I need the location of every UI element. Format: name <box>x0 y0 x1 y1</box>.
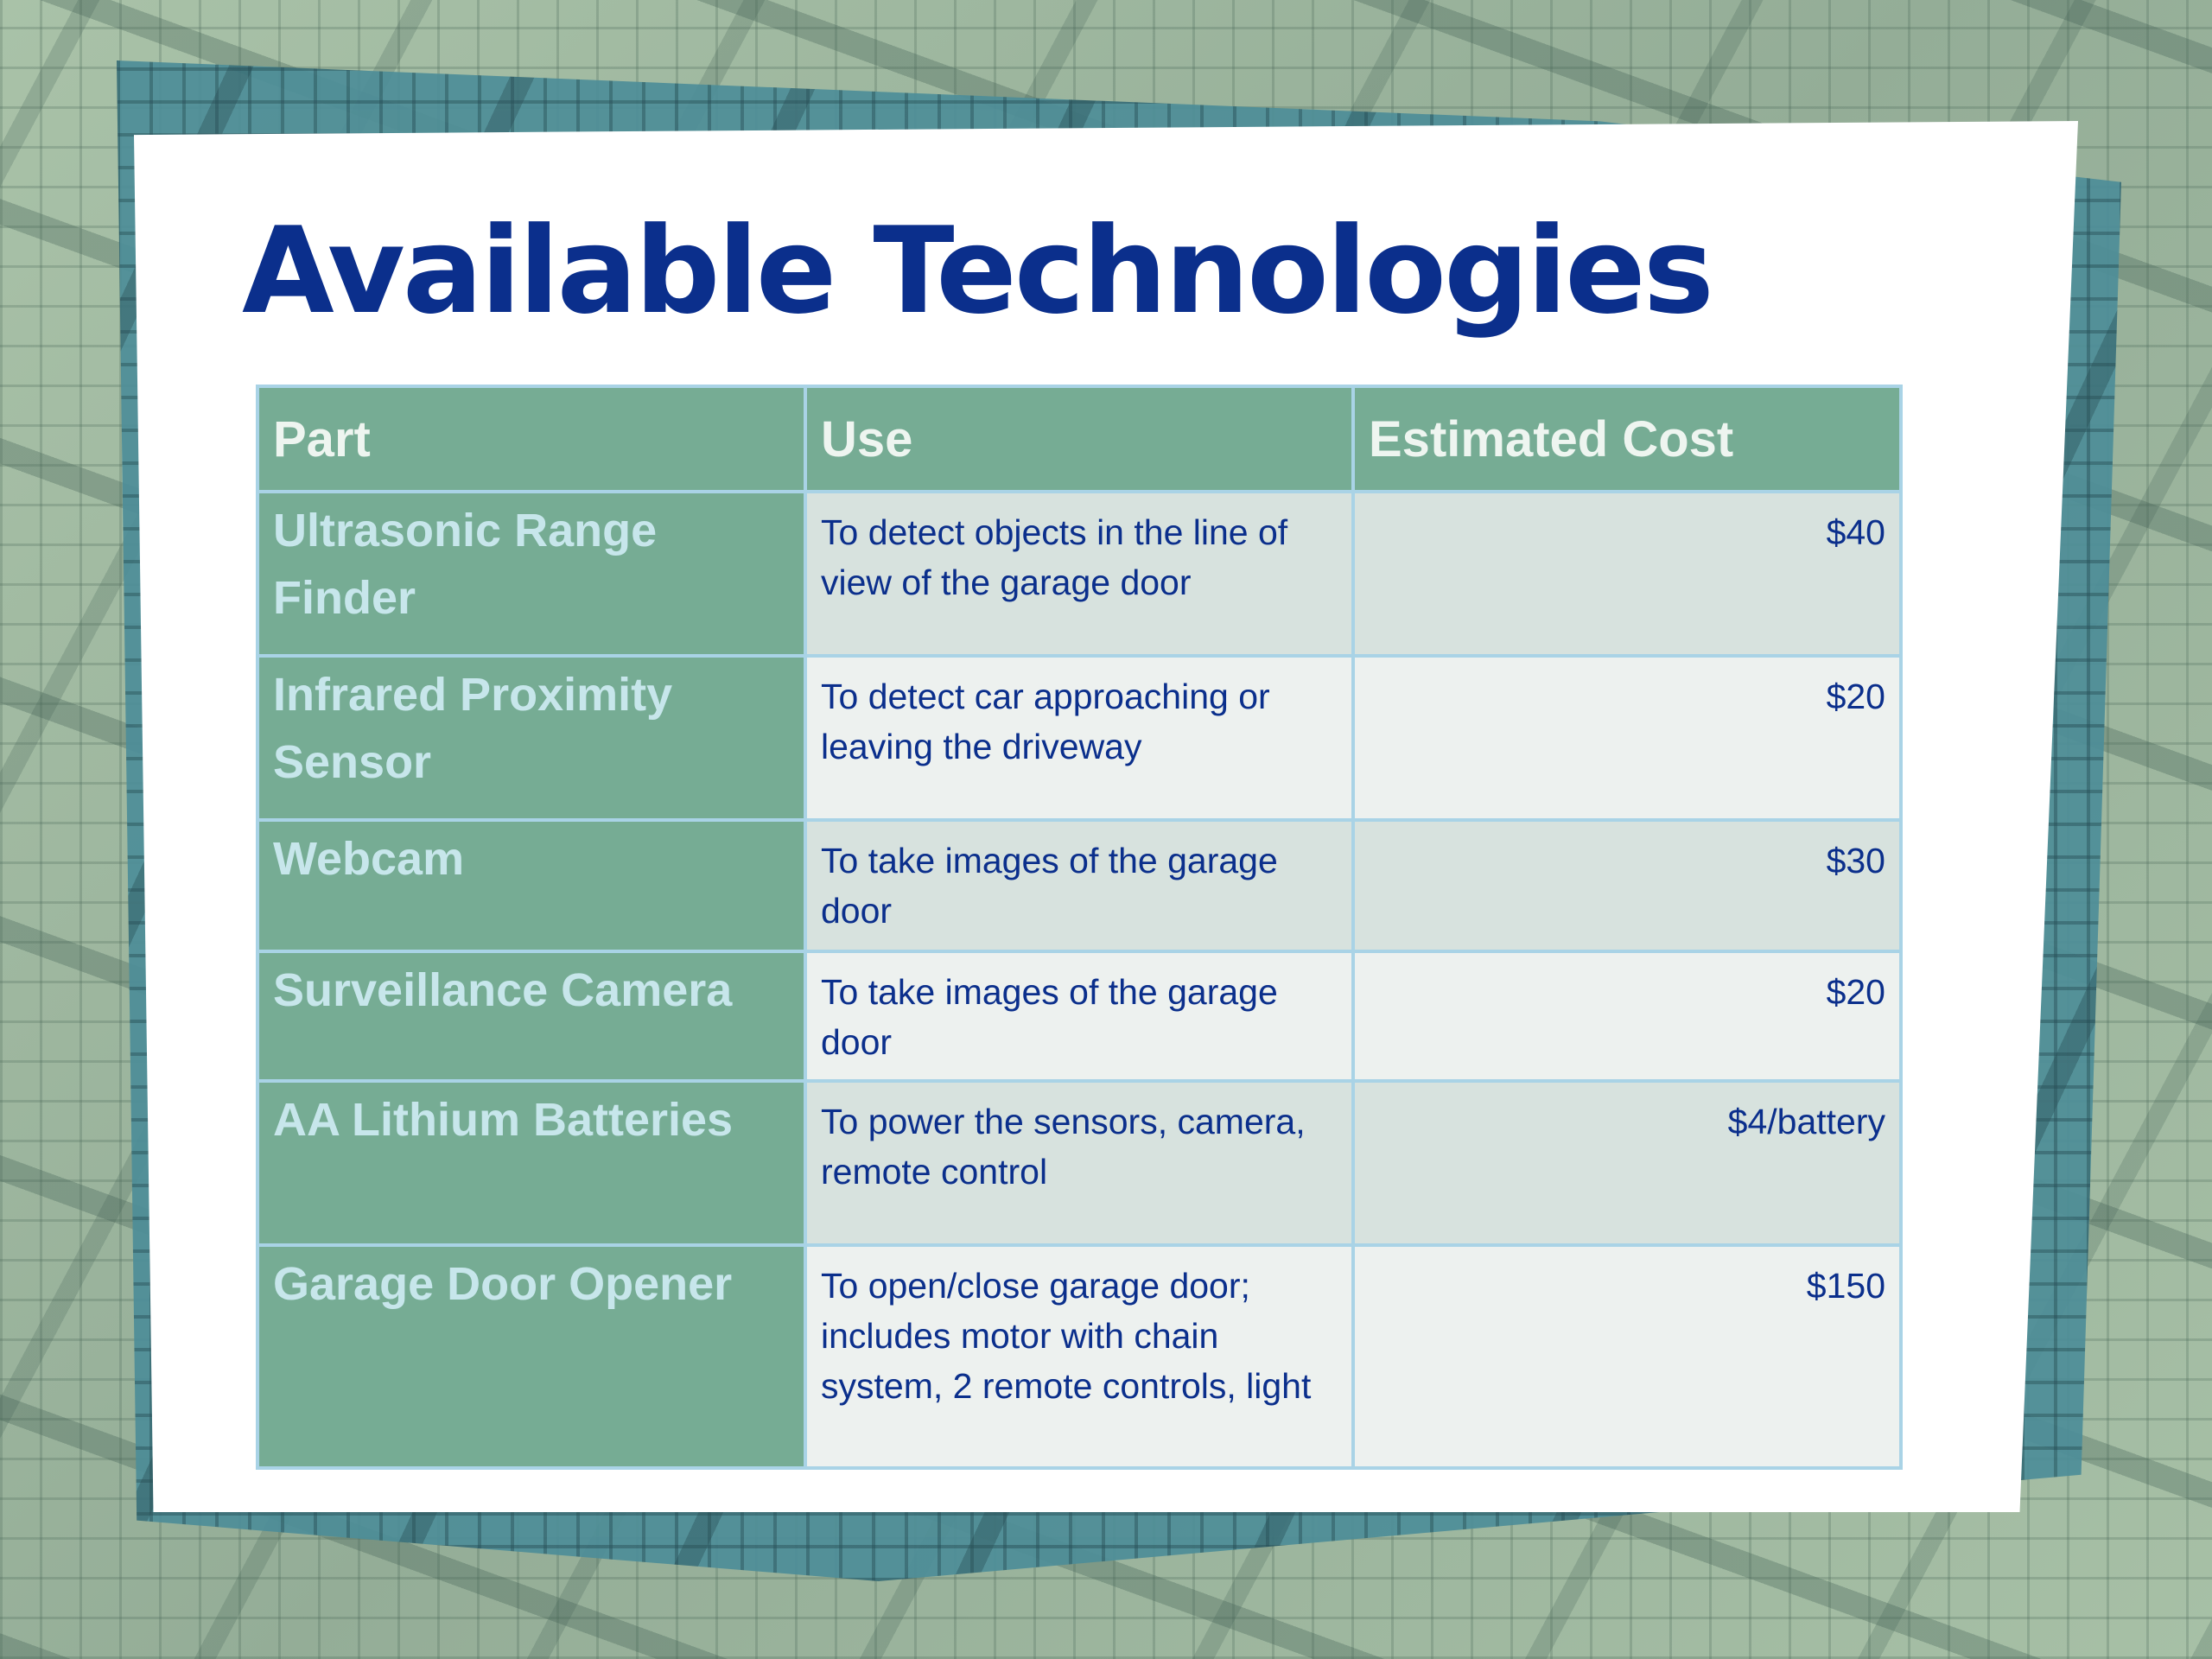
part-cell: Infrared Proximity Sensor <box>257 656 805 820</box>
cost-cell: $4/battery <box>1353 1081 1901 1245</box>
technologies-table <box>256 385 1903 1470</box>
table-row <box>257 951 1901 1081</box>
part-cell: Garage Door Opener <box>257 1245 805 1468</box>
table-row <box>257 656 1901 820</box>
use-cell: To power the sensors, camera, remote control <box>805 1081 1353 1245</box>
cost-cell: $20 <box>1353 951 1901 1081</box>
header-estimated-cost: Estimated Cost <box>1353 386 1901 492</box>
header-use: Use <box>805 386 1353 492</box>
cost-cell: $30 <box>1353 820 1901 951</box>
use-cell: To open/close garage door; includes motor with chain system, 2 remote controls, light <box>805 1245 1353 1468</box>
table-row <box>257 820 1901 951</box>
table-row <box>257 1245 1901 1468</box>
table-row <box>257 492 1901 656</box>
use-cell: To detect car approaching or leaving the driveway <box>805 656 1353 820</box>
part-cell: Surveillance Camera <box>257 951 805 1081</box>
use-cell: To take images of the garage door <box>805 820 1353 951</box>
cost-cell: $40 <box>1353 492 1901 656</box>
part-cell: Ultrasonic Range Finder <box>257 492 805 656</box>
part-cell: AA Lithium Batteries <box>257 1081 805 1245</box>
header-part: Part <box>257 386 805 492</box>
use-cell: To take images of the garage door <box>805 951 1353 1081</box>
table-header-row <box>257 386 1901 492</box>
cost-cell: $20 <box>1353 656 1901 820</box>
slide-title: Available Technologies <box>242 201 1712 340</box>
part-cell: Webcam <box>257 820 805 951</box>
cost-cell: $150 <box>1353 1245 1901 1468</box>
table-row <box>257 1081 1901 1245</box>
use-cell: To detect objects in the line of view of the garage door <box>805 492 1353 656</box>
